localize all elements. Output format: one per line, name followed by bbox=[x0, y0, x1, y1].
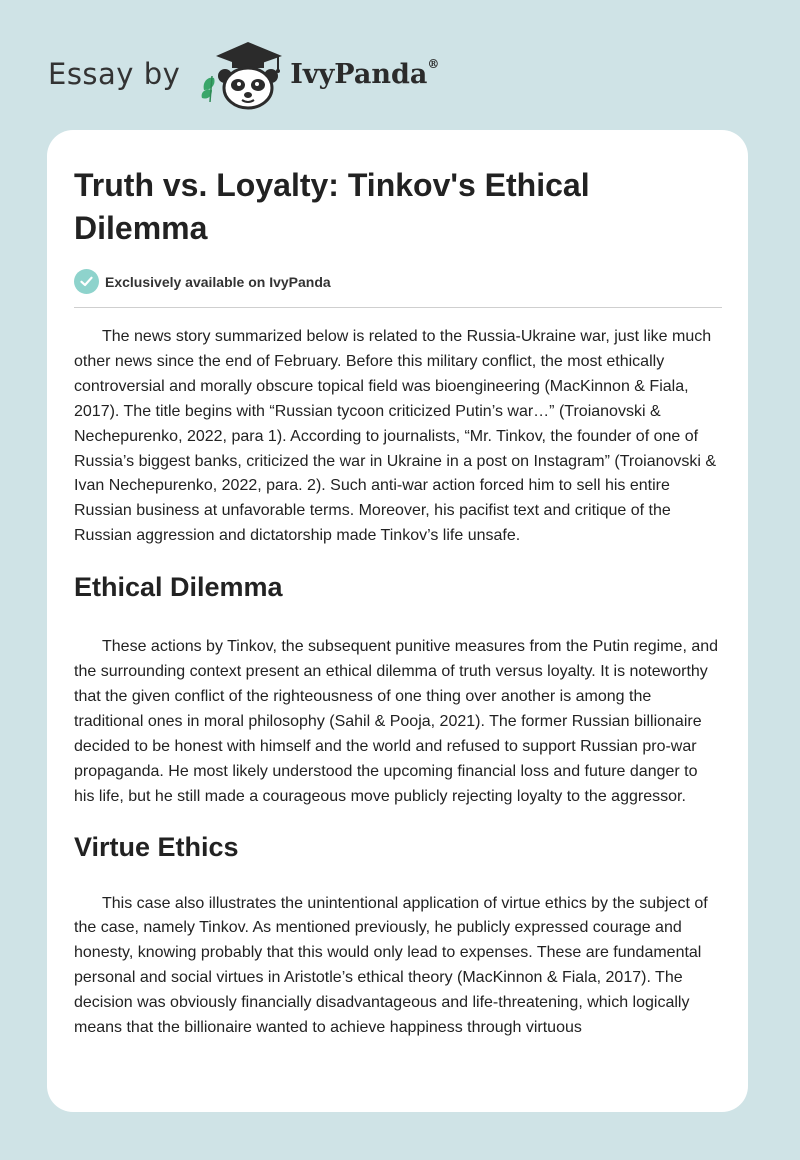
paragraph-ethical-dilemma: These actions by Tinkov, the subsequent punitive measures from the Putin regime, and the surrounding context present an ethical dilemma of truth versus loyalty. It is noteworthy that the given conflict of the righteousness of one thing over another is among the traditional ones in moral philosophy (Sahil & Pooja, 2021). The former Russian billionaire decided to be honest with himself and the world and refused to support Russian pro-war propaganda. He most likely understood the upcoming financial loss and future danger to his life, but he still made a courageous move publicly rejecting loyalty to the aggressor. bbox=[74, 638, 719, 805]
title-divider bbox=[74, 307, 722, 308]
section-heading-ethical-dilemma: Ethical Dilemma bbox=[74, 572, 283, 603]
panda-logo-icon[interactable] bbox=[198, 38, 286, 110]
brand-text: IvyPanda bbox=[290, 58, 428, 90]
exclusive-badge-label: Exclusively available on IvyPanda bbox=[105, 273, 331, 290]
essay-card bbox=[47, 130, 748, 1112]
essay-title: Truth vs. Loyalty: Tinkov's Ethical Dilemma bbox=[74, 167, 590, 246]
leaf-icon bbox=[202, 76, 215, 102]
site-header bbox=[48, 38, 439, 110]
exclusive-badge bbox=[74, 269, 722, 294]
check-icon bbox=[74, 269, 99, 294]
paragraph-virtue-ethics: This case also illustrates the unintentional application of virtue ethics by the subject of the case, namely Tinkov. As mentioned previously, he publicly expressed courage and honesty, knowing probably that this would only lead to expenses. These are fundamental personal and social virtues in Aristotle’s ethical theory (MacKinnon & Fiala, 2017). The decision was obviously financially disadvantageous and life-threatening, which logically means that the billionaire wanted to achieve happiness through virtuous bbox=[74, 894, 708, 1037]
paragraph-intro: The news story summarized below is related to the Russia-Ukraine war, just like much other news since the end of February. Before this military conflict, the most ethically controversial and morally obscure topical field was bioengineering (MacKinnon & Fiala, 2017). The title begins with “Russian tycoon criticized Putin’s war…” (Troianovski & Nechepurenko, 2022, para 1). According to journalists, “Mr. Tinkov, the founder of one of Russia’s biggest banks, criticized the war in Ukraine in a post on Instagram” (Troianovski & Ivan Nechepurenko, 2022, para. 2). Such anti-war action forced him to sell his entire Russian business at unfavorable terms. Moreover, his pacifist text and critique of the Russian aggression and dictatorship made Tinkov’s life unsafe. bbox=[74, 328, 717, 545]
essay-by-label: Essay by bbox=[48, 57, 181, 91]
brand-name[interactable] bbox=[290, 56, 440, 90]
registered-mark: ® bbox=[427, 56, 440, 71]
section-heading-virtue-ethics: Virtue Ethics bbox=[74, 831, 239, 862]
